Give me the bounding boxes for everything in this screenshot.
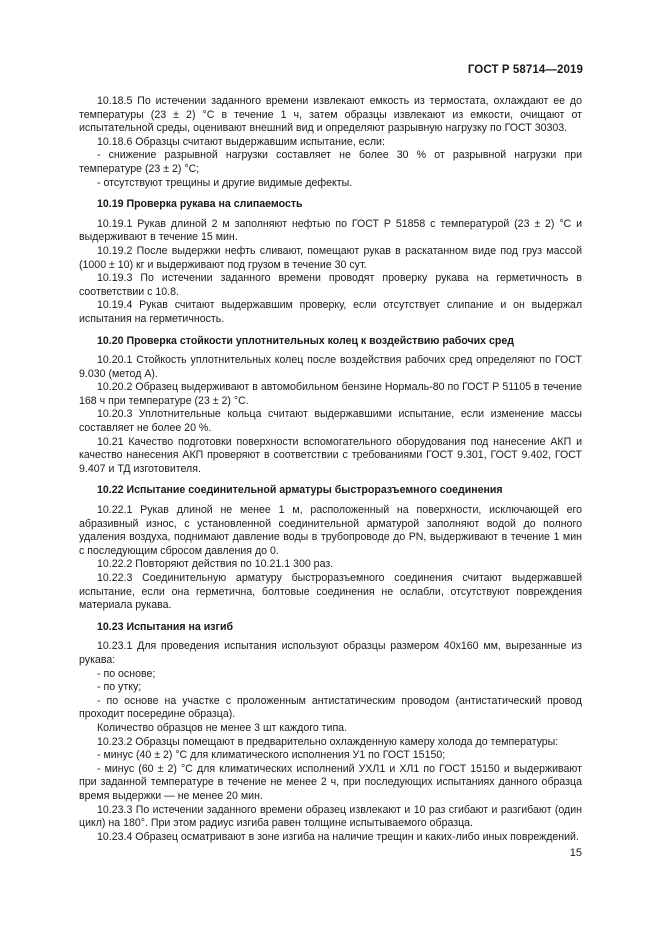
paragraph: 10.23.3 По истечении заданного времени образец извлекают и 10 раз сгибают и разгибают (один цикл) на 180°. При этом радиус изгиба равен толщине испытываемого образца.	[79, 803, 582, 830]
paragraph: 10.22.1 Рукав длиной не менее 1 м, расположенный на поверхности, исключающей его абразивный износ, с установленной соединительной арматурой заполняют водой до полного удаления воздуха, поднимают давление воды в трубопроводе до PN, выдерживают в течение 1 мин с последующим сбросом давления до 0.	[79, 504, 582, 557]
list-item: - по основе;	[97, 667, 156, 680]
paragraph: 10.18.5 По истечении заданного времени извлекают емкость из термостата, охлаждают ее до температуры (23 ± 2) °С в течение 1 ч, затем образцы извлекают из емкости, очищают от испытательной среды, оценивают внешний вид и определяют разрывную нагрузку по ГОСТ 30303.	[79, 95, 582, 135]
list-item: - минус (60 ± 2) °С для климатических исполнений УХЛ1 и ХЛ1 по ГОСТ 15150 и выдерживают при заданной температуре в течение не менее 2 ч, при последующих испытаниях данного образца время выдержки — не менее 20 мин.	[79, 762, 582, 802]
paragraph: 10.22.2 Повторяют действия по 10.21.1 300 раз.	[97, 558, 334, 571]
paragraph: 10.18.6 Образцы считают выдержавшим испытание, если:	[97, 135, 385, 148]
paragraph: 10.20.1 Стойкость уплотнительных колец после воздействия рабочих сред определяют по ГОСТ 9.030 (метод А).	[79, 354, 582, 380]
paragraph: 10.23.2 Образцы помещают в предварительно охлажденную камеру холода до температуры:	[97, 735, 559, 748]
paragraph: 10.20.3 Уплотнительные кольца считают выдержавшими испытание, если изменение массы составляет не более 20 %.	[79, 408, 582, 435]
paragraph: 10.23.1 Для проведения испытания используют образцы размером 40х160 мм, вырезанные из рукава:	[79, 640, 582, 666]
list-item: - снижение разрывной нагрузки составляет не более 30 % от разрывной нагрузки при температуре (23 ± 2) °С;	[79, 149, 582, 175]
paragraph: Количество образцов не менее 3 шт каждого типа.	[97, 721, 348, 734]
document-body	[79, 95, 582, 844]
paragraph: 10.19.4 Рукав считают выдержавшим проверку, если отсутствует слипание и он выдержал испытания на герметичность.	[79, 299, 582, 325]
list-item: - минус (40 ± 2) °С для климатического исполнения У1 по ГОСТ 15150;	[97, 749, 446, 762]
paragraph: 10.23.4 Образец осматривают в зоне изгиба на наличие трещин и каких-либо иных повреждений.	[97, 830, 579, 843]
section-heading: 10.19 Проверка рукава на слипаемость	[97, 198, 303, 211]
list-item: - по основе на участке с проложенным антистатическим проводом (антистатический провод проходит посередине образца).	[79, 694, 582, 721]
page-number: 15	[569, 847, 582, 859]
section-heading: 10.22 Испытание соединительной арматуры быстроразъемного соединения	[97, 484, 503, 497]
paragraph: 10.20.2 Образец выдерживают в автомобильном бензине Нормаль-80 по ГОСТ Р 51105 в течение 168 ч при температуре (23 ± 2) °С.	[79, 381, 582, 407]
paragraph: 10.21 Качество подготовки поверхности вспомогательного оборудования под нанесение АКП и качество нанесения АКП проверяют в соответствии с требованиями ГОСТ 9.301, ГОСТ 9.402, ГОСТ 9.407 и ТД изготовителя.	[79, 435, 582, 475]
list-item: - отсутствуют трещины и другие видимые дефекты.	[97, 176, 353, 189]
paragraph: 10.19.3 По истечении заданного времени проводят проверку рукава на герметичность в соответствии с 10.8.	[79, 272, 582, 298]
paragraph: 10.22.3 Соединительную арматуру быстроразъемного соединения считают выдержавшей испытание, если она герметична, болтовые соединения не ослабли, отсутствуют повреждения материала рукава.	[79, 572, 582, 612]
paragraph: 10.19.1 Рукав длиной 2 м заполняют нефтью по ГОСТ Р 51858 с температурой (23 ± 2) °С и выдерживают в течение 15 мин.	[79, 217, 582, 244]
section-heading: 10.23 Испытания на изгиб	[97, 620, 234, 633]
section-heading: 10.20 Проверка стойкости уплотнительных колец к воздействию рабочих сред	[97, 334, 514, 347]
list-item: - по утку;	[97, 681, 142, 694]
paragraph: 10.19.2 После выдержки нефть сливают, помещают рукав в раскатанном виде под груз массой (1000 ± 10) кг и выдерживают под грузом в течение 30 сут.	[79, 244, 582, 271]
document-header: ГОСТ Р 58714—2019	[467, 64, 583, 76]
